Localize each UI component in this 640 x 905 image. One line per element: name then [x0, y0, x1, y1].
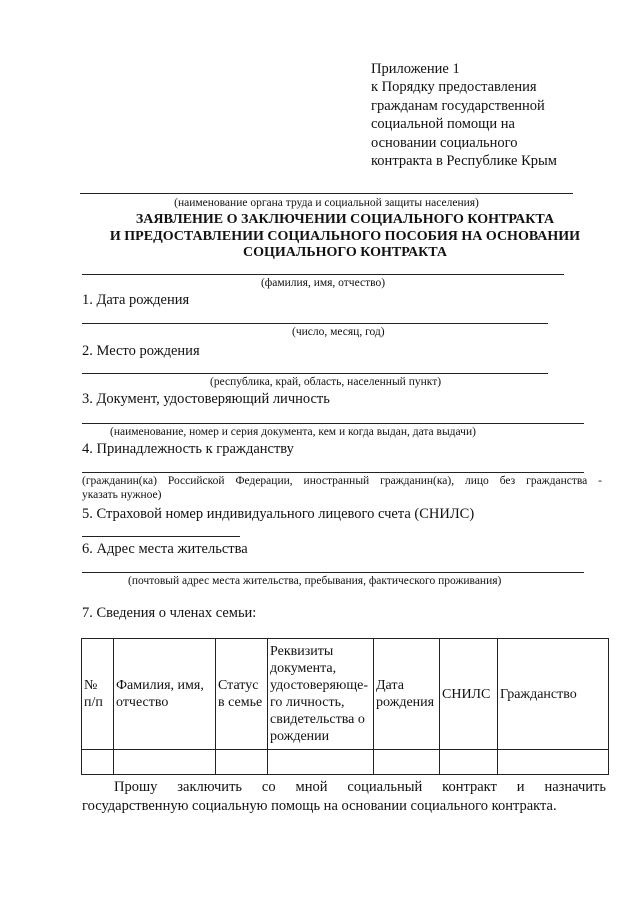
header-document-details: Реквизиты документа, удостоверяюще-го личность, свидетельства о рождении [268, 639, 374, 750]
appendix-line: основании социального [371, 134, 518, 151]
family-label: 7. Сведения о членах семьи: [82, 605, 257, 621]
family-members-table [81, 638, 609, 775]
citizenship-caption [82, 474, 602, 502]
document-label: 3. Документ, удостоверяющий личность [82, 391, 330, 407]
appendix-line: к Порядку предоставления [371, 79, 537, 96]
title-line: ЗАЯВЛЕНИЕ О ЗАКЛЮЧЕНИИ СОЦИАЛЬНОГО КОНТРАКТА [135, 212, 555, 227]
table-cell[interactable] [374, 750, 440, 775]
birth-place-caption: (республика, край, область, населенный пункт) [210, 376, 442, 388]
snils-line[interactable] [82, 536, 240, 537]
page-title [80, 212, 610, 262]
closing-request [82, 778, 606, 815]
appendix-line: социальной помощи на [371, 116, 515, 133]
header-citizenship: Гражданство [498, 639, 609, 750]
birth-place-label: 2. Место рождения [82, 343, 200, 359]
table-cell[interactable] [498, 750, 609, 775]
citizenship-line[interactable] [82, 472, 584, 473]
organ-name-line[interactable] [80, 193, 573, 194]
fio-caption: (фамилия, имя, отчество) [260, 277, 386, 289]
title-line: И ПРЕДОСТАВЛЕНИИ СОЦИАЛЬНОГО ПОСОБИЯ НА ОСНОВАНИИ [109, 228, 581, 244]
citizenship-label: 4. Принадлежность к гражданству [82, 441, 294, 457]
document-line[interactable] [82, 423, 584, 424]
table-header-row [82, 639, 609, 750]
table-cell[interactable] [114, 750, 216, 775]
header-snils: СНИЛС [440, 639, 498, 750]
appendix-line: Приложение 1 [371, 61, 460, 77]
snils-label: 5. Страховой номер индивидуального лицевого счета (СНИЛС) [82, 506, 475, 522]
appendix-note [371, 60, 611, 170]
document-caption: (наименование, номер и серия документа, кем и когда выдан, дата выдачи) [110, 426, 476, 438]
table-row[interactable] [82, 750, 609, 775]
closing-line: государственную социальную помощь на основании социального контракта. [82, 797, 557, 814]
address-line[interactable] [82, 572, 584, 573]
citizenship-caption-line: указать нужное) [82, 489, 162, 501]
table-cell[interactable] [82, 750, 114, 775]
appendix-line: гражданам государственной [371, 97, 545, 114]
address-caption: (почтовый адрес места жительства, пребывания, фактического проживания) [128, 575, 502, 587]
header-full-name: Фамилия, имя, отчество [114, 639, 216, 750]
appendix-line: контракта в Республике Крым [371, 153, 557, 170]
birth-place-line[interactable] [82, 373, 548, 374]
organ-caption: (наименование органа труда и социальной защиты населения) [174, 197, 479, 209]
birth-date-caption: (число, месяц, год) [292, 326, 385, 338]
birth-date-line[interactable] [82, 323, 548, 324]
table-cell[interactable] [440, 750, 498, 775]
closing-line: Прошу заключить со мной социальный контракт и назначить [114, 779, 606, 795]
citizenship-caption-line: (гражданин(ка) Российской Федерации, иностранный гражданин(ка), лицо без гражданства - [82, 475, 602, 487]
birth-date-label: 1. Дата рождения [82, 292, 190, 308]
title-line: СОЦИАЛЬНОГО КОНТРАКТА [243, 245, 447, 260]
table-cell[interactable] [216, 750, 268, 775]
header-birth-date: Дата рождения [374, 639, 440, 750]
header-family-status: Статус в семье [216, 639, 268, 750]
address-label: 6. Адрес места жительства [82, 541, 248, 557]
table-cell[interactable] [268, 750, 374, 775]
header-number: № п/п [82, 639, 114, 750]
fio-line[interactable] [82, 274, 564, 275]
